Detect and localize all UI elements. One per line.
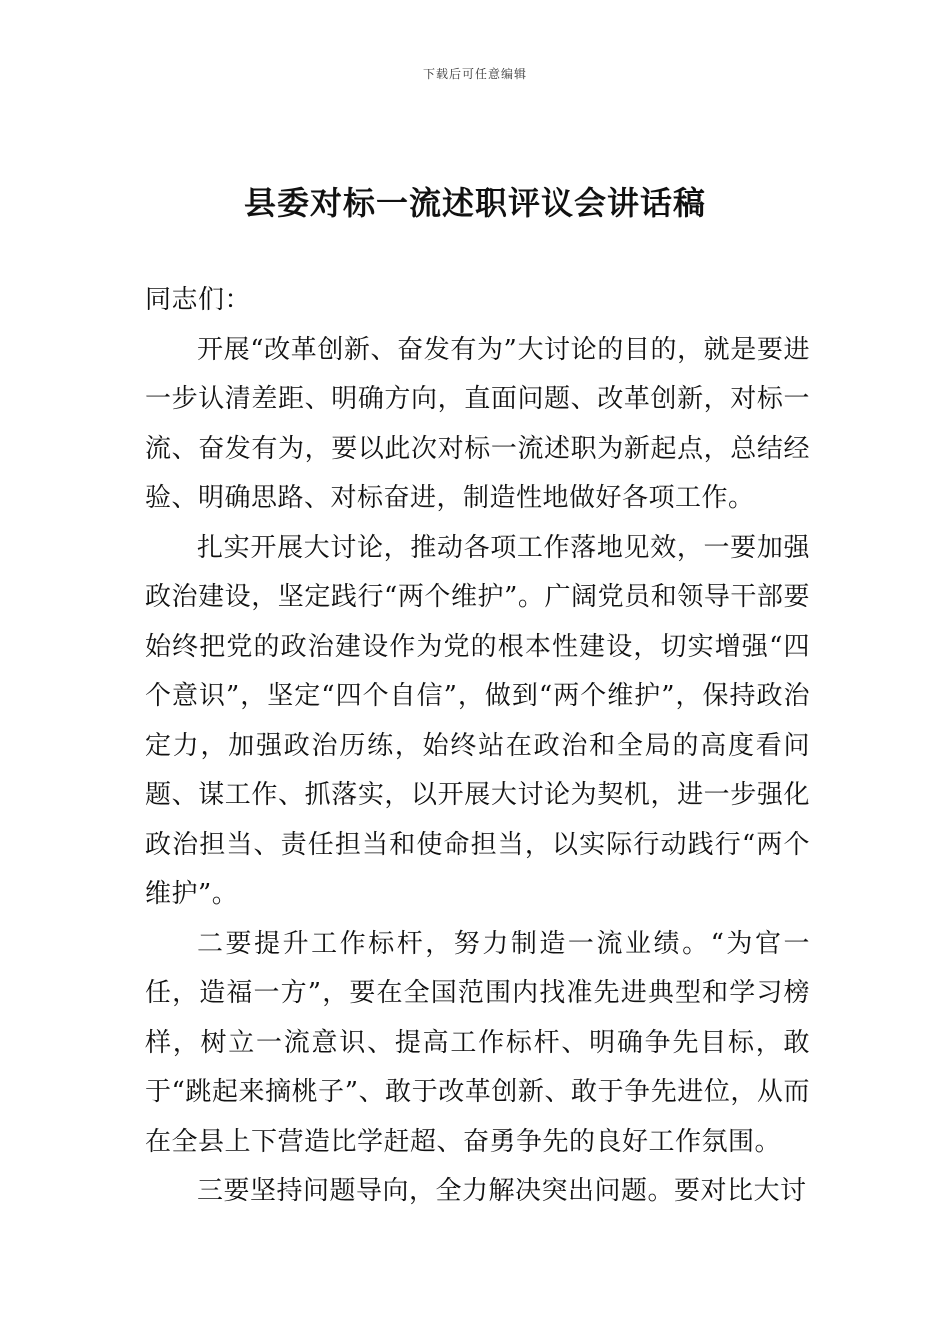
document-body xyxy=(145,276,810,1217)
paragraph-1: 开展“改革创新、奋发有为”大讨论的目的，就是要进一步认清差距、明确方向，直面问题、改革创新，对标一流、奋发有为，要以此次对标一流述职为新起点，总结经验、明确思路、对标奋进，制造性地做好各项工作。 xyxy=(145,334,810,513)
salutation: 同志们： xyxy=(145,285,252,315)
paragraph-2: 扎实开展大讨论，推动各项工作落地见效，一要加强政治建设，坚定践行“两个维护”。广阔党员和领导干部要始终把党的政治建设作为党的根本性建设，切实增强“四个意识”，坚定“四个自信”，做到“两个维护”，保持政治定力，加强政治历练，始终站在政治和全局的高度看问题、谋工作、抓落实，以开展大讨论为契机，进一步强化政治担当、责任担当和使命担当，以实际行动践行“两个维护”。 xyxy=(145,532,810,909)
document-title: 县委对标一流述职评议会讲话稿 xyxy=(243,184,706,222)
paragraph-3: 二要提升工作标杆，努力制造一流业绩。“为官一任，造福一方”，要在全国范围内找准先进典型和学习榜样，树立一流意识、提高工作标杆、明确争先目标，敢于“跳起来摘桃子”、敢于改革创新、敢于争先进位，从而在全县上下营造比学赶超、奋勇争先的良好工作氛围。 xyxy=(145,928,810,1157)
header-note: 下载后可任意编辑 xyxy=(422,67,527,81)
paragraph-4: 三要坚持问题导向，全力解决突出问题。要对比大讨 xyxy=(197,1176,807,1206)
